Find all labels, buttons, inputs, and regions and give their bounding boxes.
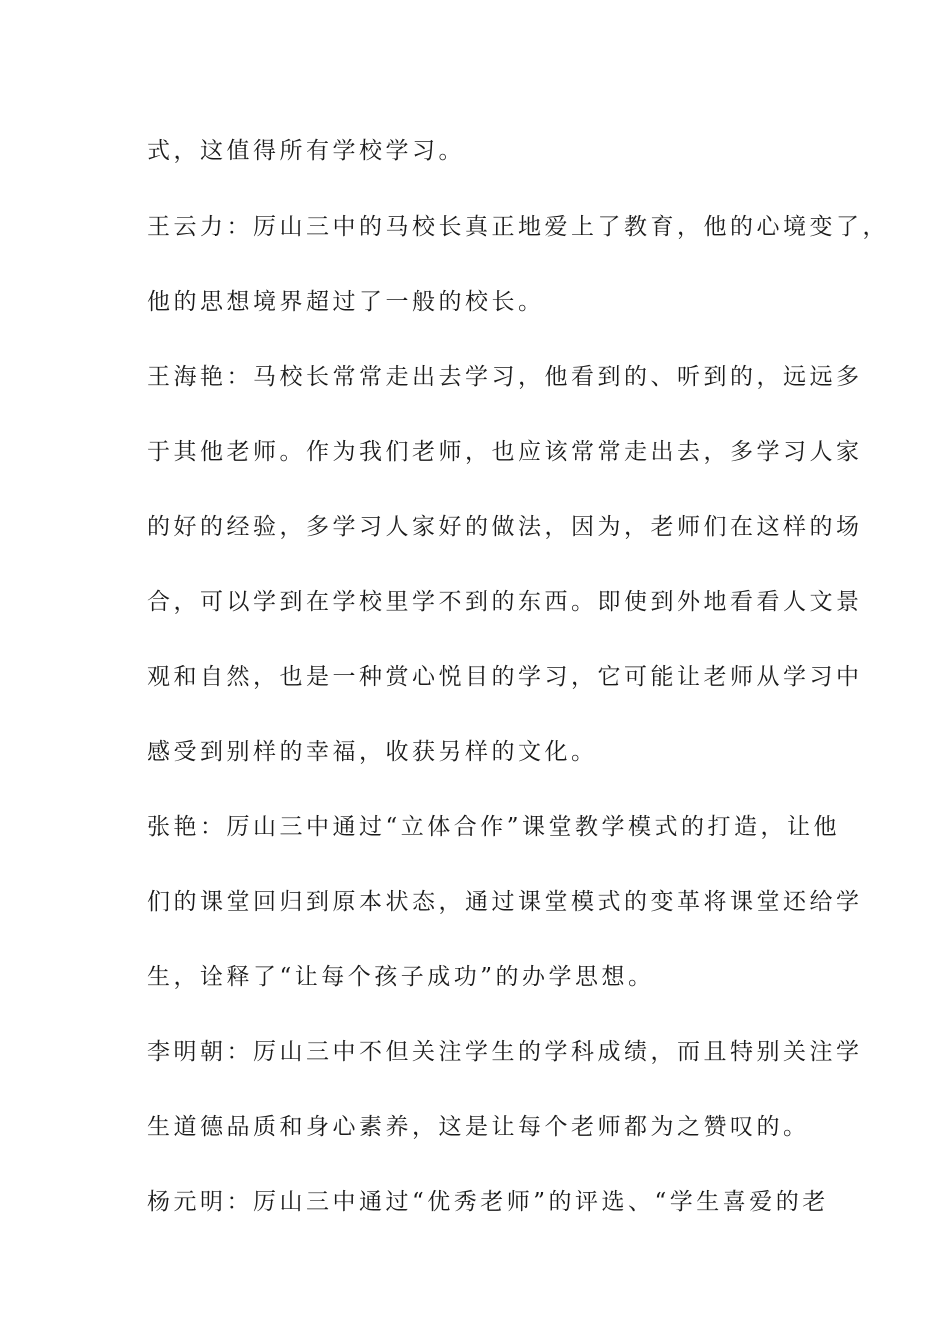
text-line: 合，可以学到在学校里学不到的东西。即使到外地看看人文景 bbox=[147, 589, 863, 615]
text-line: 王海艳：马校长常常走出去学习，他看到的、听到的，远远多 bbox=[147, 364, 863, 390]
text-line: 杨元明：厉山三中通过“优秀老师”的评选、“学生喜爱的老 bbox=[147, 1189, 829, 1215]
text-line: 张艳：厉山三中通过“立体合作”课堂教学模式的打造，让他 bbox=[147, 814, 841, 840]
text-line: 感受到别样的幸福，收获另样的文化。 bbox=[147, 739, 598, 765]
text-line: 李明朝：厉山三中不但关注学生的学科成绩，而且特别关注学 bbox=[147, 1039, 863, 1065]
text-line: 生道德品质和身心素养，这是让每个老师都为之赞叹的。 bbox=[147, 1114, 810, 1140]
text-line: 王云力：厉山三中的马校长真正地爱上了教育，他的心境变了， bbox=[147, 214, 889, 240]
text-line: 于其他老师。作为我们老师，也应该常常走出去，多学习人家 bbox=[147, 439, 863, 465]
text-line: 的好的经验，多学习人家好的做法，因为，老师们在这样的场 bbox=[147, 514, 863, 540]
text-line: 观和自然，也是一种赏心悦目的学习，它可能让老师从学习中 bbox=[147, 664, 863, 690]
text-line: 们的课堂回归到原本状态，通过课堂模式的变革将课堂还给学 bbox=[147, 889, 863, 915]
text-line: 式，这值得所有学校学习。 bbox=[147, 138, 465, 164]
text-line: 他的思想境界超过了一般的校长。 bbox=[147, 289, 545, 315]
text-line: 生，诠释了“让每个孩子成功”的办学思想。 bbox=[147, 964, 655, 990]
